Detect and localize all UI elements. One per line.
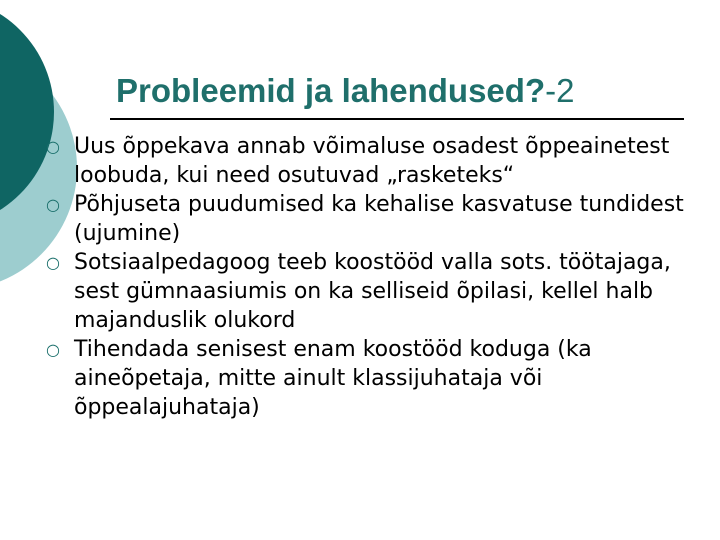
circle-bullet-icon: ○	[46, 195, 60, 214]
bullet-text: Sotsiaalpedagoog teeb koostööd valla sots. töötajaga, sest gümnaasiumis on ka selliseid õpilasi, kellel halb majanduslik olukord	[74, 250, 671, 333]
bullet-text: Põhjuseta puudumised ka kehalise kasvatuse tundidest (ujumine)	[74, 192, 684, 246]
slide-title	[116, 72, 574, 110]
bullet-item	[46, 132, 706, 190]
bullet-item	[46, 248, 706, 335]
bullet-item	[46, 190, 706, 248]
bullet-list	[46, 132, 706, 422]
slide-title-main: Probleemid ja lahendused?	[116, 72, 546, 109]
circle-bullet-icon: ○	[46, 340, 60, 359]
circle-bullet-icon: ○	[46, 137, 60, 156]
bullet-text: Uus õppekava annab võimaluse osadest õppeainetest loobuda, kui need osutuvad „rasketeks“	[74, 134, 670, 188]
circle-bullet-icon: ○	[46, 253, 60, 272]
slide-title-suffix: -2	[545, 72, 575, 109]
title-underline	[110, 118, 684, 120]
bullet-item	[46, 335, 706, 422]
bullet-text: Tihendada senisest enam koostööd koduga (ka aineõpetaja, mitte ainult klassijuhataja või õppealajuhataja)	[74, 337, 592, 420]
